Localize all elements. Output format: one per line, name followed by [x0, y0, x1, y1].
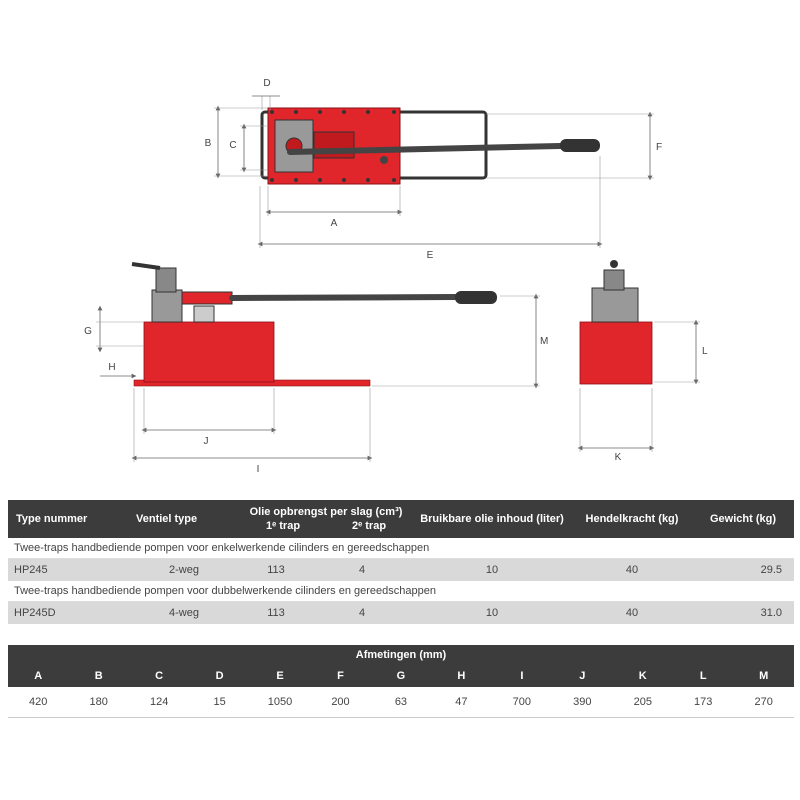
label-e: E	[426, 250, 434, 261]
spec-header-row	[8, 500, 794, 538]
dim-value: 270	[733, 687, 794, 718]
dim-label: J	[552, 665, 612, 687]
cell-weight: 29.5	[692, 559, 794, 582]
label-b: B	[204, 138, 212, 149]
dim-label: K	[613, 665, 673, 687]
dim-label: H	[431, 665, 491, 687]
top-view	[205, 78, 662, 261]
dimensions-value-row	[8, 687, 794, 718]
cell-stage1: 113	[240, 602, 312, 625]
dim-value: 15	[189, 687, 249, 718]
section-title-row	[8, 538, 794, 559]
header-usable-oil: Bruikbare olie inhoud (liter)	[412, 500, 572, 538]
label-g: G	[84, 326, 92, 337]
dim-label: B	[68, 665, 128, 687]
header-handle-force: Hendelkracht (kg)	[572, 500, 692, 538]
dim-label: L	[673, 665, 733, 687]
front-view	[580, 260, 708, 463]
dim-value: 205	[613, 687, 673, 718]
side-view	[84, 264, 548, 475]
table-row	[8, 602, 794, 625]
table-row	[8, 559, 794, 582]
cell-type: HP245	[8, 559, 128, 582]
label-c: C	[229, 140, 237, 151]
dimensions-table	[8, 645, 794, 718]
dim-value: 63	[371, 687, 431, 718]
section-title: Twee-traps handbediende pompen voor enkelwerkende cilinders en gereedschappen	[8, 538, 794, 559]
dim-label: D	[189, 665, 249, 687]
dim-label: C	[129, 665, 189, 687]
cell-usable-oil: 10	[412, 602, 572, 625]
dim-value: 180	[68, 687, 128, 718]
header-valve: Ventiel type	[128, 500, 240, 538]
header-stage2: 2ᵉ trap	[351, 520, 387, 532]
cell-handle-force: 40	[572, 602, 692, 625]
dim-value: 200	[310, 687, 370, 718]
label-m: M	[540, 336, 549, 347]
dimensions-caption: Afmetingen (mm)	[8, 645, 794, 665]
header-weight: Gewicht (kg)	[692, 500, 794, 538]
label-l: L	[702, 346, 708, 357]
dim-label: E	[250, 665, 310, 687]
cell-weight: 31.0	[692, 602, 794, 625]
dim-label: F	[310, 665, 370, 687]
label-f: F	[656, 142, 663, 153]
dim-label: I	[492, 665, 552, 687]
header-oil-yield-title: Olie opbrengst per slag (cm³)	[249, 506, 403, 518]
dim-value: 420	[8, 687, 68, 718]
label-a: A	[330, 218, 338, 229]
dim-value: 390	[552, 687, 612, 718]
header-type: Type nummer	[8, 500, 128, 538]
dim-value: 47	[431, 687, 491, 718]
dim-label: M	[733, 665, 794, 687]
label-k: K	[614, 452, 622, 463]
cell-stage1: 113	[240, 559, 312, 582]
dimensions-caption-row	[8, 645, 794, 665]
label-i: I	[256, 464, 260, 475]
cell-stage2: 4	[312, 602, 412, 625]
cell-stage2: 4	[312, 559, 412, 582]
dim-label: G	[371, 665, 431, 687]
cell-handle-force: 40	[572, 559, 692, 582]
section-title-row	[8, 581, 794, 602]
section-title: Twee-traps handbediende pompen voor dubbelwerkende cilinders en gereedschappen	[8, 581, 794, 602]
dim-label: A	[8, 665, 68, 687]
cell-valve: 2-weg	[128, 559, 240, 582]
label-j: J	[203, 436, 209, 447]
dim-value: 700	[492, 687, 552, 718]
label-d: D	[263, 78, 271, 89]
label-h: H	[108, 362, 116, 373]
header-oil-yield	[240, 500, 412, 538]
dim-value: 1050	[250, 687, 310, 718]
cell-valve: 4-weg	[128, 602, 240, 625]
header-stage1: 1ᵉ trap	[265, 520, 301, 532]
cell-usable-oil: 10	[412, 559, 572, 582]
specification-table	[8, 500, 794, 624]
dimensions-label-row	[8, 665, 794, 687]
dim-value: 124	[129, 687, 189, 718]
dim-value: 173	[673, 687, 733, 718]
cell-type: HP245D	[8, 602, 128, 625]
